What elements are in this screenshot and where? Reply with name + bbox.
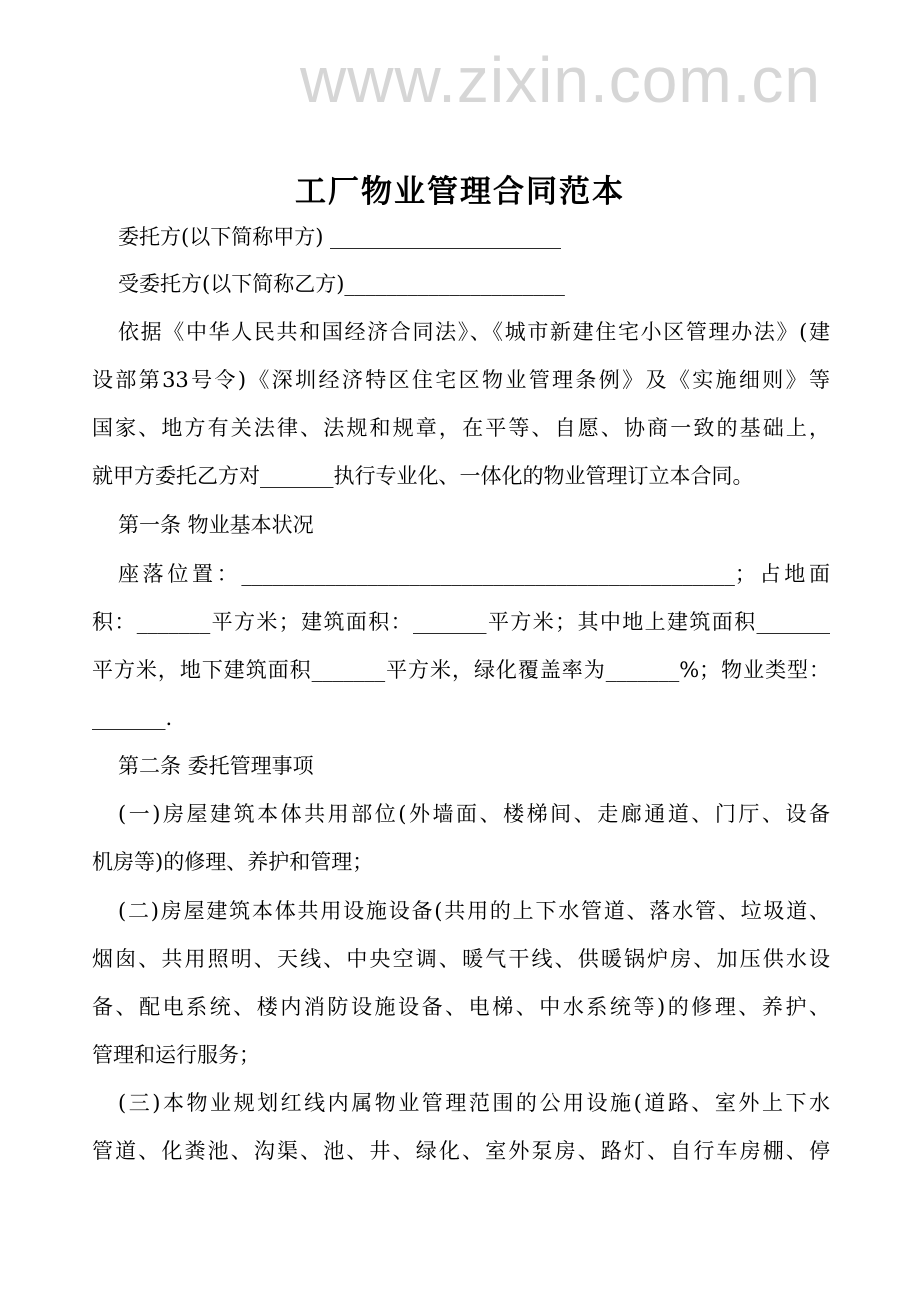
- watermark: www.zixin.com.cn: [300, 44, 821, 116]
- document-title: 工厂物业管理合同范本: [295, 174, 625, 210]
- paragraph-line: 备、配电系统、楼内消防设施设备、电梯、中水系统等)的修理、养护、: [92, 995, 830, 1019]
- paragraph-line: 就甲方委托乙方对_______执行专业化、一体化的物业管理订立本合同。: [92, 464, 754, 488]
- paragraph-line: 积：_______平方米；建筑面积：_______平方米；其中地上建筑面积_______: [92, 610, 830, 634]
- paragraph-line: 依据《中华人民共和国经济合同法》、《城市新建住宅小区管理办法》(建: [118, 320, 830, 344]
- paragraph-line: 机房等)的修理、养护和管理；: [92, 850, 374, 874]
- paragraph-line: 烟囱、共用照明、天线、中央空调、暖气干线、供暖锅炉房、加压供水设: [92, 947, 830, 971]
- section-heading: 第二条 委托管理事项: [118, 754, 314, 778]
- paragraph-line: 平方米，地下建筑面积_______平方米，绿化覆盖率为_______%；物业类型：: [92, 658, 830, 682]
- paragraph-line: 座落位置：_______________________________________________；占地面: [118, 562, 830, 586]
- paragraph-line: (二)房屋建筑本体共用设施设备(共用的上下水管道、落水管、垃圾道、: [118, 899, 830, 923]
- paragraph-line: 设部第33号令)《深圳经济特区住宅区物业管理条例》及《实施细则》等: [92, 368, 830, 392]
- paragraph-line: 国家、地方有关法律、法规和规章，在平等、自愿、协商一致的基础上，: [92, 416, 830, 440]
- paragraph-line: _______.: [92, 706, 173, 730]
- paragraph-line: (一)房屋建筑本体共用部位(外墙面、楼梯间、走廊通道、门厅、设备: [118, 802, 830, 826]
- party-a-line: 委托方(以下简称甲方) ______________________: [118, 225, 562, 249]
- paragraph-line: (三)本物业规划红线内属物业管理范围的公用设施(道路、室外上下水: [118, 1091, 830, 1115]
- party-b-line: 受委托方(以下简称乙方)_____________________: [118, 272, 565, 296]
- paragraph-line: 管理和运行服务；: [92, 1043, 260, 1067]
- section-heading: 第一条 物业基本状况: [118, 513, 314, 537]
- paragraph-line: 管道、化粪池、沟渠、池、井、绿化、室外泵房、路灯、自行车房棚、停: [92, 1139, 830, 1163]
